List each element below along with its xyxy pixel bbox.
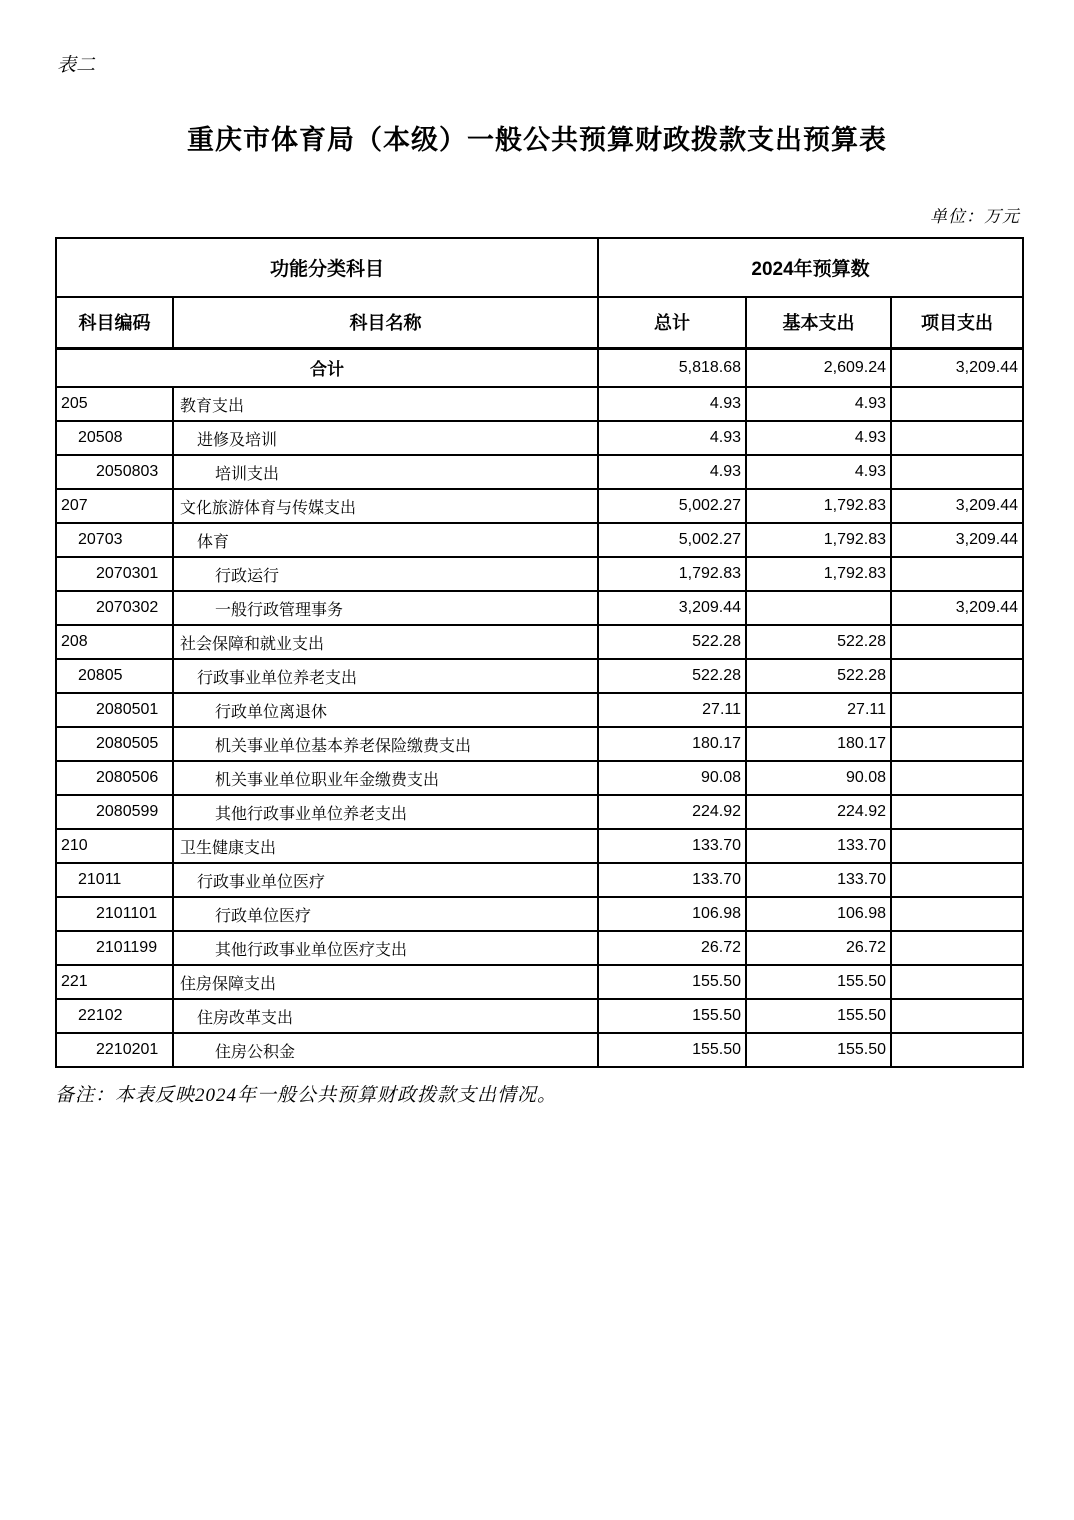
name-cell: 行政单位离退休 <box>173 693 598 727</box>
name-cell: 社会保障和就业支出 <box>173 625 598 659</box>
unit-label: 单位：万元 <box>930 207 1020 226</box>
table-row <box>56 1033 1023 1067</box>
code-cell: 2070302 <box>56 591 173 625</box>
table-header <box>56 238 1023 348</box>
name-cell: 行政单位医疗 <box>173 897 598 931</box>
project-expense-cell: 3,209.44 <box>891 489 1023 523</box>
project-expense-cell <box>891 897 1023 931</box>
grand-total-label: 合计 <box>56 348 598 387</box>
basic-expense-cell <box>746 591 891 625</box>
total-cell: 26.72 <box>598 931 746 965</box>
total-cell: 133.70 <box>598 829 746 863</box>
basic-expense-cell: 224.92 <box>746 795 891 829</box>
footnote: 备注：本表反映2024年一般公共预算财政拨款支出情况。 <box>55 1085 558 1106</box>
total-cell: 155.50 <box>598 999 746 1033</box>
grand-total-basic: 2,609.24 <box>746 348 891 387</box>
total-cell: 4.93 <box>598 387 746 421</box>
total-cell: 4.93 <box>598 421 746 455</box>
budget-table-body <box>56 348 1023 1067</box>
table-row <box>56 761 1023 795</box>
basic-expense-cell: 1,792.83 <box>746 489 891 523</box>
basic-expense-cell: 180.17 <box>746 727 891 761</box>
basic-expense-cell: 155.50 <box>746 1033 891 1067</box>
code-cell: 2070301 <box>56 557 173 591</box>
code-cell: 2101199 <box>56 931 173 965</box>
project-expense-cell <box>891 761 1023 795</box>
name-cell: 行政运行 <box>173 557 598 591</box>
total-cell: 155.50 <box>598 1033 746 1067</box>
table-row <box>56 931 1023 965</box>
name-cell: 卫生健康支出 <box>173 829 598 863</box>
code-cell: 20805 <box>56 659 173 693</box>
basic-expense-cell: 522.28 <box>746 659 891 693</box>
name-cell: 其他行政事业单位医疗支出 <box>173 931 598 965</box>
name-cell: 住房改革支出 <box>173 999 598 1033</box>
code-cell: 2101101 <box>56 897 173 931</box>
total-cell: 133.70 <box>598 863 746 897</box>
name-cell: 住房保障支出 <box>173 965 598 999</box>
basic-expense-cell: 26.72 <box>746 931 891 965</box>
total-cell: 4.93 <box>598 455 746 489</box>
project-expense-cell <box>891 557 1023 591</box>
basic-expense-cell: 155.50 <box>746 999 891 1033</box>
project-expense-cell: 3,209.44 <box>891 591 1023 625</box>
table-row <box>56 591 1023 625</box>
total-cell: 224.92 <box>598 795 746 829</box>
name-cell: 一般行政管理事务 <box>173 591 598 625</box>
table-row <box>56 727 1023 761</box>
project-expense-cell <box>891 1033 1023 1067</box>
table-row <box>56 489 1023 523</box>
total-cell: 522.28 <box>598 659 746 693</box>
header-2024-budget: 2024年预算数 <box>598 238 1023 297</box>
basic-expense-cell: 1,792.83 <box>746 557 891 591</box>
code-cell: 20508 <box>56 421 173 455</box>
name-cell: 培训支出 <box>173 455 598 489</box>
table-row <box>56 897 1023 931</box>
total-cell: 90.08 <box>598 761 746 795</box>
grand-total-project: 3,209.44 <box>891 348 1023 387</box>
name-cell: 其他行政事业单位养老支出 <box>173 795 598 829</box>
basic-expense-cell: 1,792.83 <box>746 523 891 557</box>
basic-expense-cell: 155.50 <box>746 965 891 999</box>
grand-total-total: 5,818.68 <box>598 348 746 387</box>
code-cell: 207 <box>56 489 173 523</box>
column-header-basic-expense: 基本支出 <box>746 297 891 348</box>
code-cell: 221 <box>56 965 173 999</box>
total-cell: 5,002.27 <box>598 489 746 523</box>
total-cell: 180.17 <box>598 727 746 761</box>
table-row <box>56 999 1023 1033</box>
name-cell: 机关事业单位基本养老保险缴费支出 <box>173 727 598 761</box>
project-expense-cell <box>891 965 1023 999</box>
code-cell: 2080506 <box>56 761 173 795</box>
name-cell: 体育 <box>173 523 598 557</box>
basic-expense-cell: 522.28 <box>746 625 891 659</box>
name-cell: 进修及培训 <box>173 421 598 455</box>
header-group-row <box>56 238 1023 297</box>
column-header-name: 科目名称 <box>173 297 598 348</box>
table-row <box>56 421 1023 455</box>
table-row <box>56 965 1023 999</box>
basic-expense-cell: 4.93 <box>746 455 891 489</box>
project-expense-cell <box>891 999 1023 1033</box>
code-cell: 210 <box>56 829 173 863</box>
total-cell: 1,792.83 <box>598 557 746 591</box>
code-cell: 21011 <box>56 863 173 897</box>
page-title: 重庆市体育局（本级）一般公共预算财政拨款支出预算表 <box>187 125 887 155</box>
basic-expense-cell: 90.08 <box>746 761 891 795</box>
project-expense-cell <box>891 829 1023 863</box>
basic-expense-cell: 27.11 <box>746 693 891 727</box>
code-cell: 2080599 <box>56 795 173 829</box>
table-row <box>56 455 1023 489</box>
column-header-total: 总计 <box>598 297 746 348</box>
code-cell: 2050803 <box>56 455 173 489</box>
table-row <box>56 557 1023 591</box>
basic-expense-cell: 133.70 <box>746 863 891 897</box>
column-header-code: 科目编码 <box>56 297 173 348</box>
total-cell: 27.11 <box>598 693 746 727</box>
budget-table <box>55 237 1024 1068</box>
code-cell: 2210201 <box>56 1033 173 1067</box>
project-expense-cell <box>891 625 1023 659</box>
project-expense-cell: 3,209.44 <box>891 523 1023 557</box>
header-columns-row <box>56 297 1023 348</box>
name-cell: 行政事业单位医疗 <box>173 863 598 897</box>
basic-expense-cell: 4.93 <box>746 421 891 455</box>
name-cell: 教育支出 <box>173 387 598 421</box>
table-row <box>56 693 1023 727</box>
project-expense-cell <box>891 795 1023 829</box>
total-cell: 3,209.44 <box>598 591 746 625</box>
project-expense-cell <box>891 455 1023 489</box>
name-cell: 行政事业单位养老支出 <box>173 659 598 693</box>
project-expense-cell <box>891 421 1023 455</box>
table-row <box>56 387 1023 421</box>
basic-expense-cell: 106.98 <box>746 897 891 931</box>
total-cell: 5,002.27 <box>598 523 746 557</box>
header-functional-classification: 功能分类科目 <box>56 238 598 297</box>
sheet-label: 表二 <box>57 55 96 76</box>
basic-expense-cell: 133.70 <box>746 829 891 863</box>
name-cell: 文化旅游体育与传媒支出 <box>173 489 598 523</box>
table-row <box>56 659 1023 693</box>
code-cell: 20703 <box>56 523 173 557</box>
table-row <box>56 795 1023 829</box>
project-expense-cell <box>891 693 1023 727</box>
grand-total-row <box>56 348 1023 387</box>
table-row <box>56 625 1023 659</box>
total-cell: 522.28 <box>598 625 746 659</box>
column-header-project-expense: 项目支出 <box>891 297 1023 348</box>
basic-expense-cell: 4.93 <box>746 387 891 421</box>
project-expense-cell <box>891 387 1023 421</box>
code-cell: 205 <box>56 387 173 421</box>
project-expense-cell <box>891 727 1023 761</box>
name-cell: 住房公积金 <box>173 1033 598 1067</box>
name-cell: 机关事业单位职业年金缴费支出 <box>173 761 598 795</box>
total-cell: 106.98 <box>598 897 746 931</box>
table-row <box>56 523 1023 557</box>
code-cell: 22102 <box>56 999 173 1033</box>
project-expense-cell <box>891 931 1023 965</box>
table-row <box>56 829 1023 863</box>
total-cell: 155.50 <box>598 965 746 999</box>
code-cell: 2080505 <box>56 727 173 761</box>
code-cell: 208 <box>56 625 173 659</box>
project-expense-cell <box>891 659 1023 693</box>
table-row <box>56 863 1023 897</box>
code-cell: 2080501 <box>56 693 173 727</box>
project-expense-cell <box>891 863 1023 897</box>
